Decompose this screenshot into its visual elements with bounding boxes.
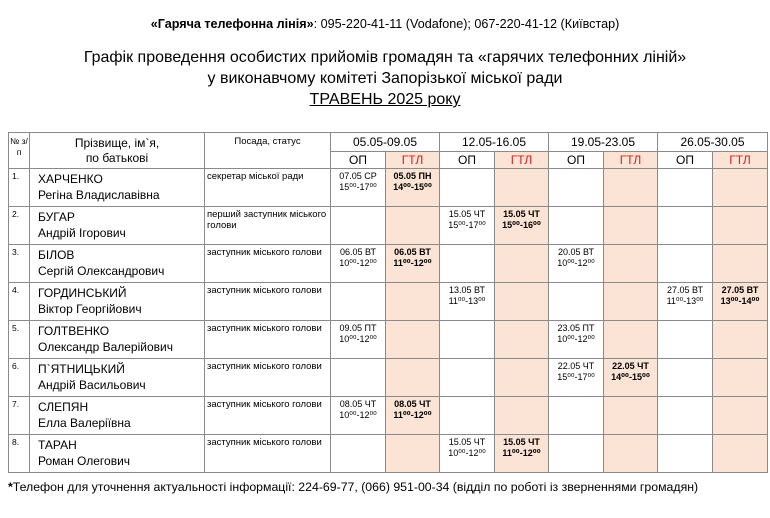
schedule-body (9, 169, 768, 473)
person-surname: ТАРАН (38, 438, 77, 452)
person-position: перший заступник міського голови (205, 207, 331, 245)
appointment-date: 05.05 ПН (393, 171, 432, 181)
title-month: ТРАВЕНЬ 2025 року (309, 91, 461, 108)
header-position: Посада, статус (205, 133, 331, 169)
row-number: 1. (9, 169, 30, 207)
header-name (30, 133, 205, 169)
op-cell (658, 169, 713, 207)
gtl-cell (386, 169, 440, 207)
appointment-date: 22.05 ЧТ (612, 361, 649, 371)
gtl-cell (386, 245, 440, 283)
appointment-date: 06.05 ВТ (394, 247, 431, 257)
appointment-date: 08.05 ЧТ (339, 399, 377, 409)
gtl-cell (495, 207, 549, 245)
header-week-2: 12.05-16.05 (440, 133, 549, 152)
op-cell (658, 397, 713, 435)
gtl-cell (604, 321, 658, 359)
header-op: ОП (549, 152, 604, 169)
appointment-time: 10⁰⁰-12⁰⁰ (557, 334, 595, 344)
gtl-cell (604, 359, 658, 397)
person-position: секретар міської ради (205, 169, 331, 207)
op-cell (658, 207, 713, 245)
header-op: ОП (331, 152, 386, 169)
appointment-time: 11⁰⁰-13⁰⁰ (666, 296, 704, 306)
op-cell (440, 207, 495, 245)
appointment-date: 27.05 ВТ (721, 285, 759, 295)
appointment-time: 15⁰⁰-17⁰⁰ (448, 220, 486, 230)
header-gtl: ГТЛ (495, 152, 549, 169)
gtl-cell (604, 435, 658, 473)
person-position: заступник міського голови (205, 321, 331, 359)
header-week-3: 19.05-23.05 (549, 133, 658, 152)
table-row (9, 359, 768, 397)
person-given-names: Елла Валеріївна (38, 416, 131, 430)
person-surname: БУГАР (38, 210, 75, 224)
person-given-names: Віктор Георгійович (38, 302, 142, 316)
person-position: заступник міського голови (205, 435, 331, 473)
gtl-cell (495, 359, 549, 397)
schedule-table (8, 132, 768, 473)
gtl-cell (495, 397, 549, 435)
hotline-label: «Гаряча телефонна лінія» (150, 17, 314, 31)
row-number: 7. (9, 397, 30, 435)
gtl-cell (713, 359, 768, 397)
op-cell (440, 359, 495, 397)
person-name (30, 359, 205, 397)
op-cell (331, 397, 386, 435)
op-cell (331, 169, 386, 207)
appointment-date: 07.05 СР (339, 171, 377, 181)
op-cell (549, 397, 604, 435)
footnote-text: Телефон для уточнення актуальності інформації: 224-69-77, (066) 951-00-34 (відділ по роботі із зверненнями громадян) (12, 480, 699, 494)
op-cell (331, 321, 386, 359)
op-cell (440, 169, 495, 207)
gtl-cell (495, 169, 549, 207)
appointment-date: 15.05 ЧТ (503, 437, 540, 447)
person-name (30, 169, 205, 207)
person-position: заступник міського голови (205, 359, 331, 397)
gtl-cell (604, 245, 658, 283)
header-name-line1: Прізвище, ім`я, (74, 136, 160, 150)
appointment-date: 06.05 ВТ (340, 247, 376, 257)
appointment-time: 11⁰⁰-12⁰⁰ (393, 258, 432, 268)
footnote (8, 480, 768, 494)
table-row (9, 283, 768, 321)
appointment-date: 15.05 ЧТ (448, 209, 486, 219)
op-cell (440, 321, 495, 359)
person-surname: БІЛОВ (38, 248, 75, 262)
person-name (30, 207, 205, 245)
op-cell (549, 321, 604, 359)
row-number: 4. (9, 283, 30, 321)
gtl-cell (495, 283, 549, 321)
table-row (9, 321, 768, 359)
op-cell (549, 169, 604, 207)
op-cell (440, 283, 495, 321)
table-row (9, 207, 768, 245)
gtl-cell (713, 245, 768, 283)
gtl-cell (604, 207, 658, 245)
person-name (30, 283, 205, 321)
title-line-2: у виконавчому комітеті Запорізької міської ради (207, 70, 563, 87)
person-given-names: Сергій Олександрович (38, 264, 165, 278)
op-cell (440, 245, 495, 283)
header-week-4: 26.05-30.05 (658, 133, 768, 152)
header-week-1: 05.05-09.05 (331, 133, 440, 152)
person-name (30, 245, 205, 283)
row-number: 3. (9, 245, 30, 283)
gtl-cell (386, 359, 440, 397)
gtl-cell (386, 207, 440, 245)
document-title (0, 47, 770, 110)
person-name (30, 397, 205, 435)
header-num: № з/п (9, 133, 30, 169)
table-row (9, 397, 768, 435)
person-name (30, 435, 205, 473)
op-cell (658, 283, 713, 321)
row-number: 2. (9, 207, 30, 245)
person-surname: ГОЛТВЕНКО (38, 324, 110, 338)
gtl-cell (386, 321, 440, 359)
gtl-cell (713, 169, 768, 207)
person-given-names: Роман Олегович (38, 454, 131, 468)
row-number: 5. (9, 321, 30, 359)
appointment-time: 11⁰⁰-13⁰⁰ (448, 296, 486, 306)
gtl-cell (386, 397, 440, 435)
gtl-cell (713, 397, 768, 435)
gtl-cell (713, 283, 768, 321)
op-cell (331, 245, 386, 283)
appointment-date: 22.05 ЧТ (557, 361, 595, 371)
gtl-cell (386, 435, 440, 473)
appointment-time: 10⁰⁰-12⁰⁰ (557, 258, 595, 268)
person-given-names: Андрій Васильович (38, 378, 146, 392)
header-gtl: ГТЛ (713, 152, 768, 169)
op-cell (658, 245, 713, 283)
table-row (9, 169, 768, 207)
appointment-date: 15.05 ЧТ (448, 437, 486, 447)
gtl-cell (604, 169, 658, 207)
person-surname: СЛЕПЯН (38, 400, 89, 414)
op-cell (658, 435, 713, 473)
appointment-date: 09.05 ПТ (339, 323, 377, 333)
table-row (9, 435, 768, 473)
op-cell (331, 435, 386, 473)
person-surname: ХАРЧЕНКО (38, 172, 103, 186)
appointment-time: 10⁰⁰-12⁰⁰ (339, 334, 377, 344)
person-position: заступник міського голови (205, 245, 331, 283)
hotline-phones: : 095-220-41-11 (Vodafone); 067-220-41-12 (Київстар) (313, 17, 620, 31)
title-line-1: Графік проведення особистих прийомів громадян та «гарячих телефонних ліній» (83, 49, 687, 66)
hotline-info (0, 17, 770, 31)
appointment-time: 15⁰⁰-16⁰⁰ (502, 220, 541, 230)
header-op: ОП (658, 152, 713, 169)
op-cell (658, 359, 713, 397)
appointment-time: 10⁰⁰-12⁰⁰ (339, 410, 377, 420)
appointment-date: 23.05 ПТ (557, 323, 595, 333)
appointment-date: 08.05 ЧТ (394, 399, 431, 409)
header-op: ОП (440, 152, 495, 169)
op-cell (549, 435, 604, 473)
gtl-cell (713, 207, 768, 245)
footnote-star: * (8, 480, 13, 494)
appointment-date: 27.05 ВТ (667, 285, 703, 295)
gtl-cell (604, 283, 658, 321)
appointment-time: 10⁰⁰-12⁰⁰ (339, 258, 377, 268)
header-name-line2: по батькові (85, 151, 149, 165)
op-cell (331, 359, 386, 397)
table-row (9, 245, 768, 283)
appointment-time: 10⁰⁰-12⁰⁰ (448, 448, 486, 458)
op-cell (658, 321, 713, 359)
appointment-date: 15.05 ЧТ (503, 209, 540, 219)
person-given-names: Регіна Владиславівна (38, 188, 160, 202)
person-position: заступник міського голови (205, 283, 331, 321)
appointment-date: 20.05 ВТ (558, 247, 594, 257)
gtl-cell (713, 435, 768, 473)
person-name (30, 321, 205, 359)
op-cell (331, 207, 386, 245)
row-number: 8. (9, 435, 30, 473)
op-cell (440, 397, 495, 435)
op-cell (549, 359, 604, 397)
op-cell (440, 435, 495, 473)
appointment-time: 14⁰⁰-15⁰⁰ (393, 182, 432, 192)
gtl-cell (495, 435, 549, 473)
op-cell (549, 245, 604, 283)
gtl-cell (495, 245, 549, 283)
person-position: заступник міського голови (205, 397, 331, 435)
row-number: 6. (9, 359, 30, 397)
appointment-time: 11⁰⁰-12⁰⁰ (393, 410, 432, 420)
appointment-time: 11⁰⁰-12⁰⁰ (502, 448, 541, 458)
gtl-cell (386, 283, 440, 321)
header-gtl: ГТЛ (386, 152, 440, 169)
gtl-cell (604, 397, 658, 435)
op-cell (331, 283, 386, 321)
person-surname: ГОРДИНСЬКИЙ (38, 286, 127, 300)
appointment-time: 13⁰⁰-14⁰⁰ (720, 296, 760, 306)
person-surname: П`ЯТНИЦЬКИЙ (38, 362, 125, 376)
appointment-time: 14⁰⁰-15⁰⁰ (611, 372, 650, 382)
op-cell (549, 207, 604, 245)
person-given-names: Олександр Валерійович (38, 340, 173, 354)
gtl-cell (713, 321, 768, 359)
appointment-time: 15⁰⁰-17⁰⁰ (557, 372, 595, 382)
gtl-cell (495, 321, 549, 359)
header-gtl: ГТЛ (604, 152, 658, 169)
person-given-names: Андрій Ігорович (38, 226, 126, 240)
appointment-time: 15⁰⁰-17⁰⁰ (339, 182, 377, 192)
op-cell (549, 283, 604, 321)
appointment-date: 13.05 ВТ (449, 285, 485, 295)
